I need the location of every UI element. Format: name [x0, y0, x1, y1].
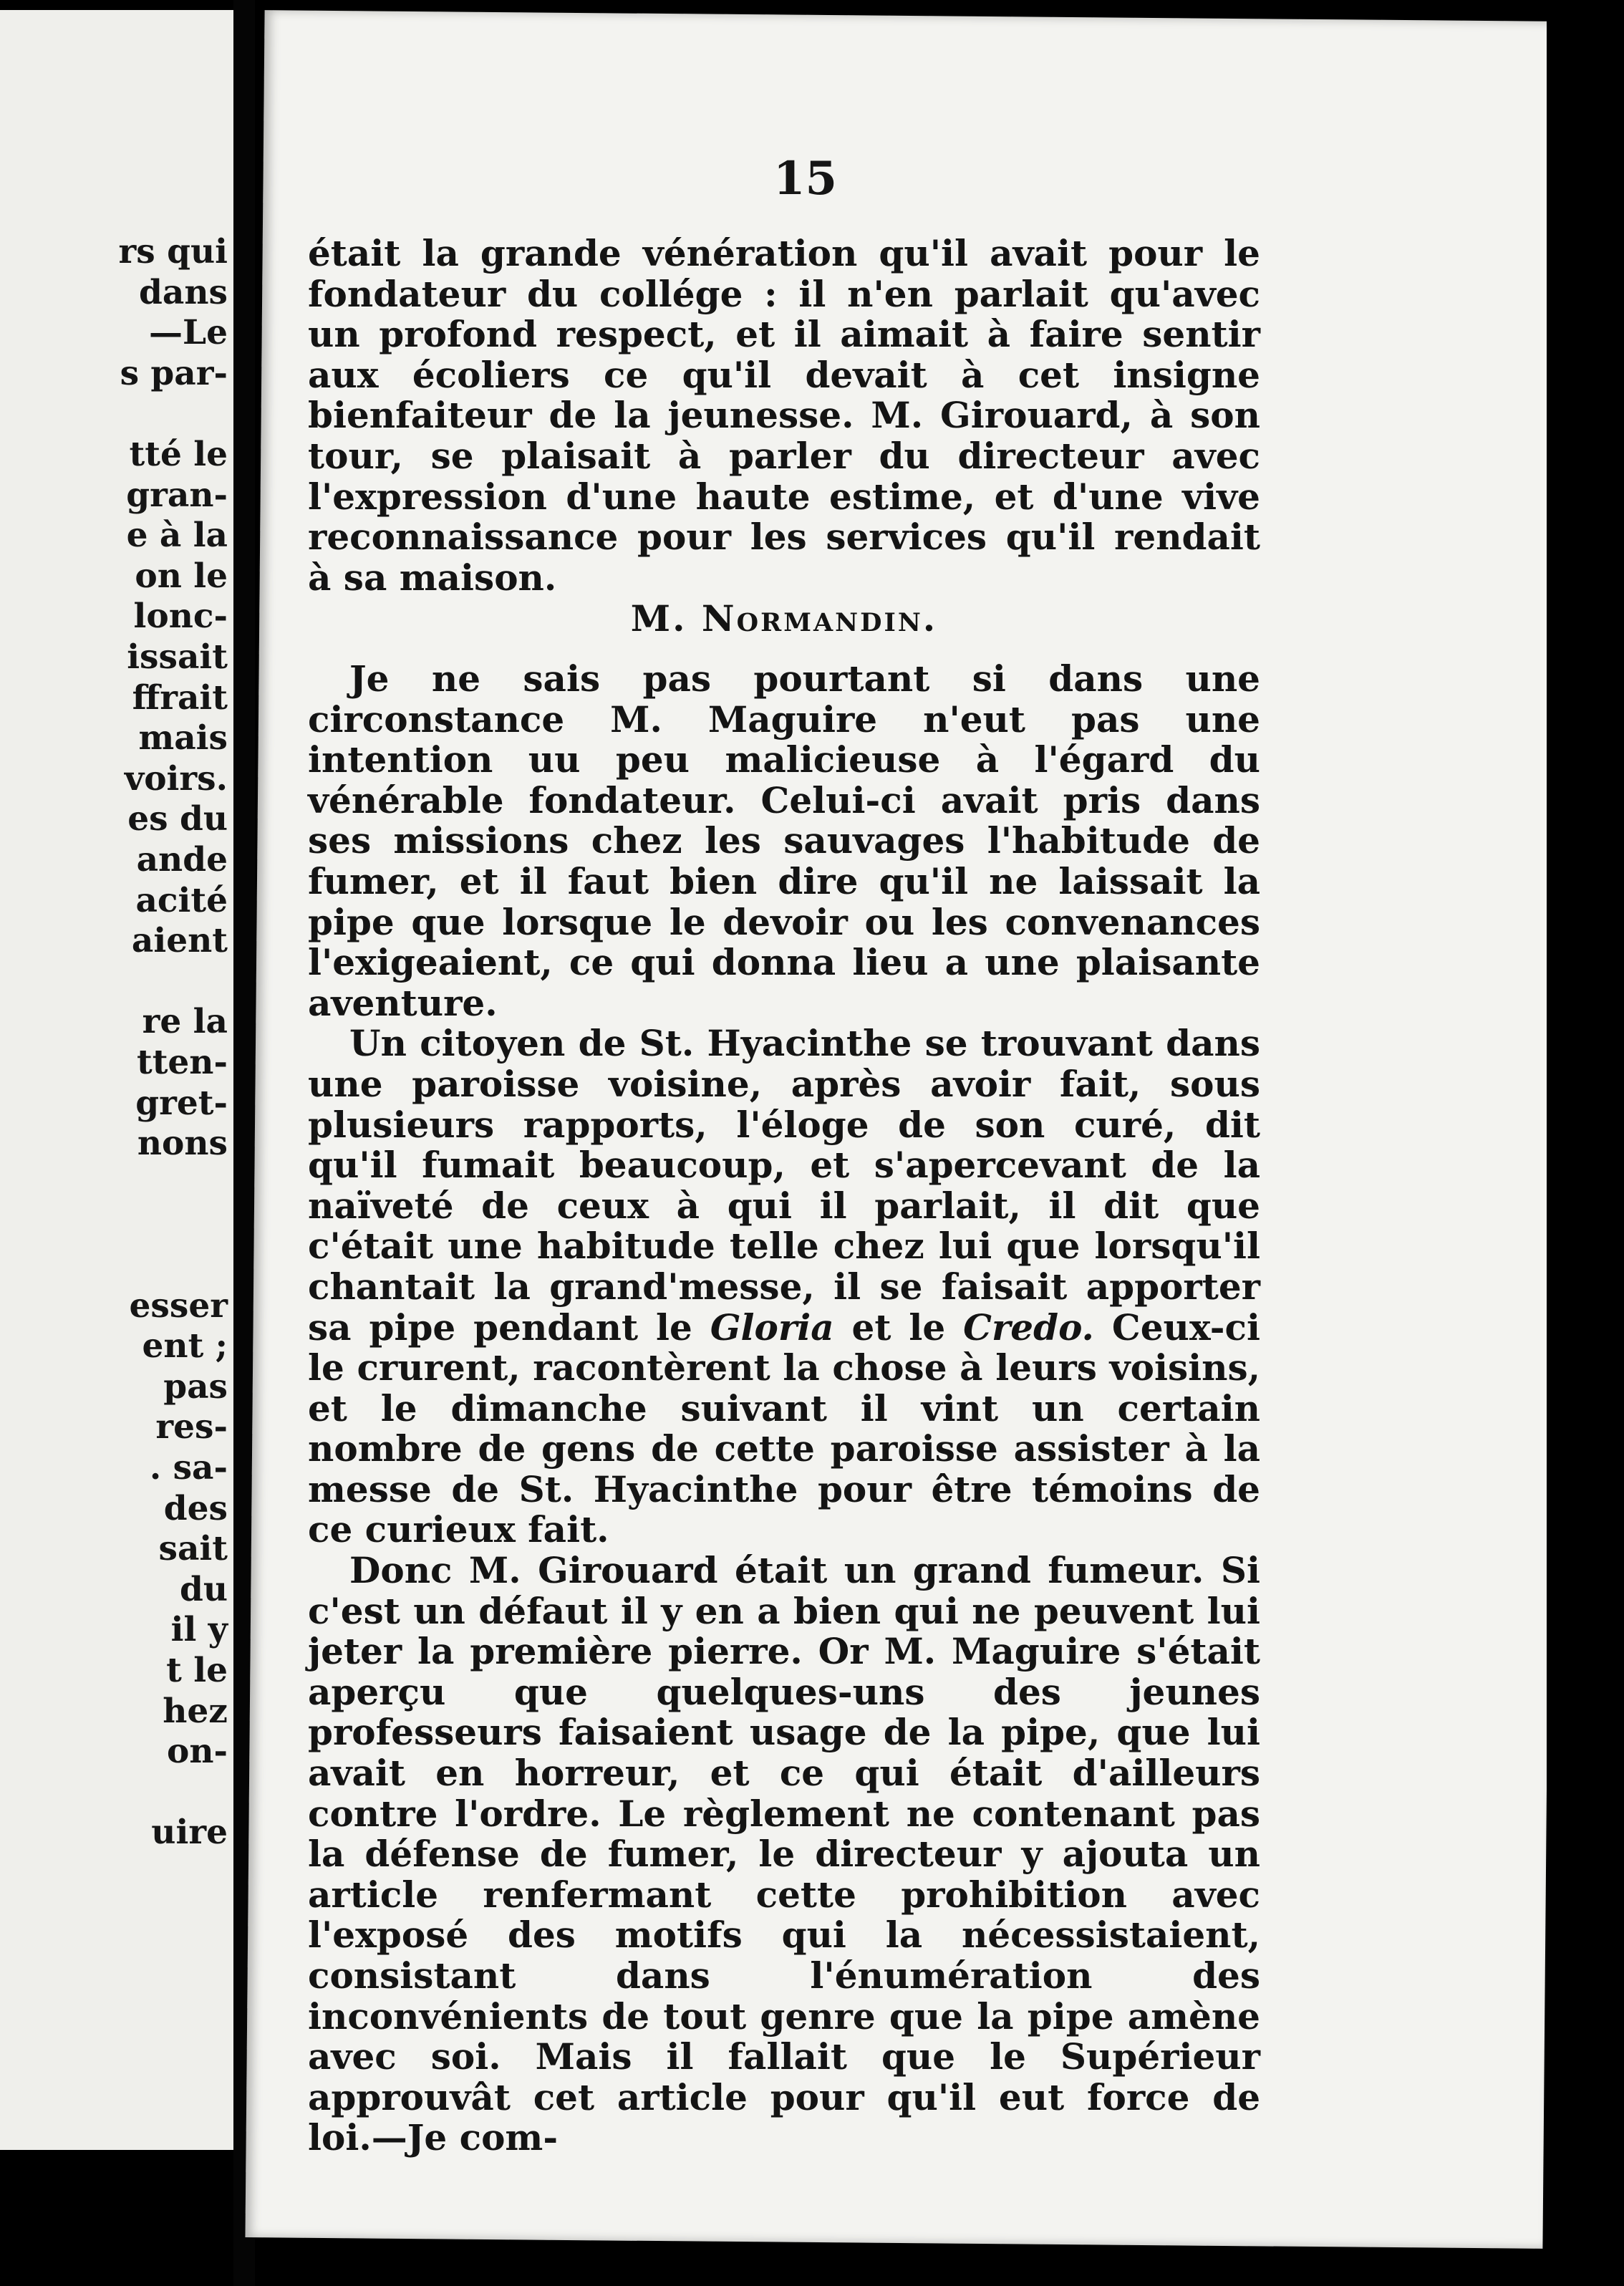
previous-page-line: . sa- — [149, 1448, 228, 1487]
previous-page-line: on- — [166, 1732, 228, 1772]
previous-page-line: uire — [151, 1813, 228, 1853]
previous-page-line: tten- — [136, 1043, 228, 1082]
previous-page-line: ent ; — [142, 1326, 228, 1366]
previous-page-line: voirs. — [124, 758, 228, 799]
italic-gloria: Gloria — [710, 1306, 834, 1349]
previous-page-line: issait — [127, 637, 228, 677]
previous-page-line: e à la — [126, 516, 228, 556]
previous-page-line: es du — [127, 799, 228, 839]
previous-page-line: dans — [139, 272, 228, 312]
previous-page-line: rs qui — [118, 232, 228, 271]
previous-page-line: mais — [138, 718, 228, 758]
previous-page-line: hez — [163, 1691, 228, 1731]
section-body — [308, 659, 1260, 2159]
previous-page-line: gran- — [126, 475, 228, 515]
previous-page-line: re la — [142, 1002, 228, 1042]
previous-page-line: gret- — [135, 1083, 228, 1123]
text-run: Un citoyen de St. Hyacinthe se trouvant dans une paroisse voisine, après avoir fait, sous plusieurs rapports, l'éloge de son curé, dit qu'il fumait beaucoup, et s'apercevant de la naïveté de ceux à qui il parlait, il dit que c'était une habitude telle chez lui que lorsqu'il chantait la grand'messe, il se faisait apporter sa pipe pendant le — [308, 1022, 1260, 1349]
previous-page-line: tté le — [129, 435, 228, 474]
previous-page-line: des — [163, 1488, 228, 1528]
previous-page-line: sait — [158, 1529, 228, 1569]
previous-page-line: res- — [155, 1407, 228, 1447]
previous-page-line: s par- — [120, 353, 228, 393]
italic-credo: Credo. — [963, 1306, 1094, 1349]
paragraph-intro — [308, 233, 1260, 598]
previous-page-line: pas — [163, 1366, 228, 1407]
previous-page-line: du — [179, 1569, 228, 1609]
previous-page-line: ande — [136, 840, 228, 879]
paragraph-text: était la grande vénération qu'il avait pour le fondateur du collége : il n'en parlait qu'avec un profond respect, et il aimait à faire sentir aux écoliers ce qu'il devait à cet insigne bienfaiteur de la jeunesse. M. Girouard, à son tour, se plaisait à parler du directeur avec l'expression d'une haute estime, et d'une vive reconnaissance pour les services qu'il rendait à sa maison. — [308, 232, 1260, 599]
paragraph-circonstance: Je ne sais pas pourtant si dans une circonstance M. Maguire n'eut pas une intention uu peu malicieuse à l'égard du vénérable fondateur. Celui-ci avait pris dans ses missions chez les sauvages l'habitude de fumer, et il faut bien dire qu'il ne laissait la pipe que lorsque le devoir ou les convenances l'exigeaient, ce qui donna lieu a une plaisante aventure. — [308, 657, 1260, 1024]
text-run: et le — [833, 1306, 964, 1349]
previous-page-line: nons — [137, 1124, 228, 1164]
previous-page-line: on le — [135, 556, 228, 596]
previous-page-line: —Le — [149, 313, 228, 353]
text-run: Ceux-ci le crurent, racontèrent la chose à leurs voisins, et le dimanche suivant il vint un certain nombre de gens de cette paroisse assister à la messe de St. Hyacinthe pour être témoins de ce curieux fait. — [308, 1306, 1260, 1551]
previous-page-line: il y — [170, 1610, 228, 1650]
page-edge-shadow — [1547, 0, 1624, 2286]
previous-page-fragment — [0, 10, 233, 2150]
page-number: 15 — [773, 152, 838, 206]
previous-page-line: esser — [129, 1286, 228, 1326]
previous-page-line: ffrait — [132, 677, 228, 718]
paragraph-citoyen — [308, 1023, 1260, 1550]
section-heading: M. Normandin. — [630, 597, 938, 640]
previous-page-line: t le — [166, 1651, 228, 1690]
paragraph-fumeur: Donc M. Girouard était un grand fumeur. Si c'est un défaut il y en a bien qui ne peuvent lui jeter la première pierre. Or M. Maguire s'était aperçu que quelques-uns des jeunes professeurs faisaient usage de la pipe, que lui avait en horreur, et ce qui était d'ailleurs contre l'ordre. Le règlement ne contenant pas la défense de fumer, le directeur y ajouta un article renfermant cette prohibition avec l'exposé des motifs qui la nécessistaient, consistant dans l'énumération des inconvénients de tout genre que la pipe amène avec soi. Mais il fallait que le Supérieur approuvât cet article pour qu'il eut force de loi.—Je com- — [308, 1549, 1260, 2159]
previous-page-line: aient — [131, 921, 228, 961]
previous-page-line: acité — [135, 880, 228, 920]
previous-page-line: lonc- — [133, 597, 228, 637]
